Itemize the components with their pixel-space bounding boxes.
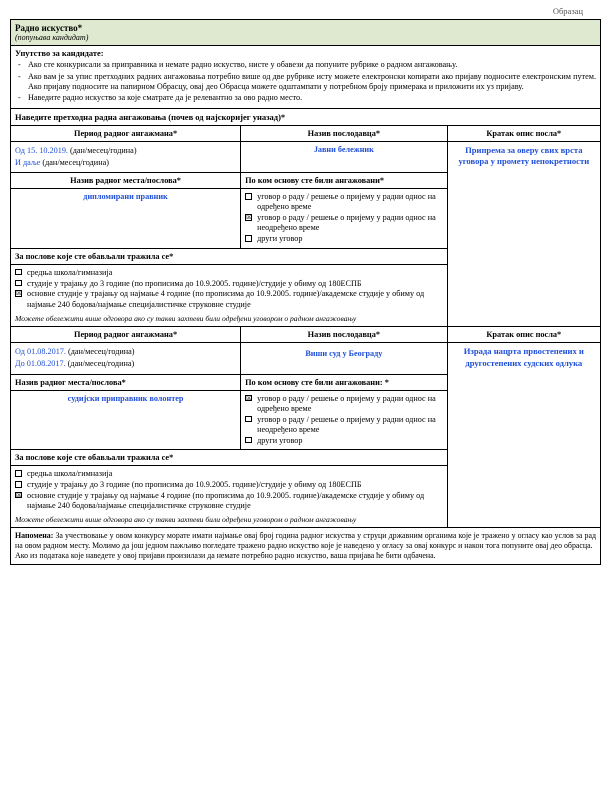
entry1-basis-cell (241, 189, 448, 249)
instruction-item: - Наведите радно искуство за које сматрате да је релевантно за ово радно место. (15, 93, 596, 103)
col-head-short-desc: Кратак опис посла* (447, 125, 600, 141)
checkbox-unchecked-icon[interactable] (245, 235, 252, 242)
entry1-short-desc-cell (447, 141, 600, 326)
col-head-required: За послове које сте обављали тражила се* (11, 450, 448, 466)
period-from-hint: (дан/месец/година) (67, 346, 135, 356)
section-heading: Наведите претходна радна ангажовања (почев од најскоријег уназад)* (11, 108, 601, 125)
form-table (10, 19, 601, 565)
period-from-label: Од (15, 346, 25, 356)
period-to-hint: (дан/месец/година) (42, 157, 109, 167)
title-row (11, 20, 601, 46)
requirement-option[interactable] (15, 469, 443, 479)
checkbox-checked-icon[interactable]: ☒ (246, 394, 252, 402)
checkbox-checked-icon[interactable]: ☒ (246, 214, 252, 222)
entry2-period-to (15, 358, 236, 370)
napomena-cell (11, 528, 601, 565)
checkbox-checked-icon[interactable]: ☒ (16, 290, 22, 298)
instruction-item: - Ако сте конкурисали за приправника и немате радно искуство, нисте у обавези да попуните рубрике о радном ангажовању. (15, 60, 596, 70)
entry1-period-cell (11, 141, 241, 173)
instructions-heading: Упутство за кандидате: (15, 49, 104, 58)
period-from-hint: (дан/месец/година) (70, 145, 137, 155)
entry2-employer-value[interactable]: Виши суд у Београду (241, 342, 448, 374)
checkbox-unchecked-icon[interactable] (15, 470, 22, 477)
basis-option-label: други уговор (257, 234, 303, 244)
basis-option[interactable] (245, 192, 443, 213)
basis-option[interactable] (245, 213, 443, 234)
basis-option[interactable] (245, 394, 443, 415)
col-head-required: За послове које сте обављали тражила се* (11, 248, 448, 264)
col-head-basis: По ком основу сте били ангажовани* (241, 173, 448, 189)
requirement-label: студије у трајању до 3 године (по прописима до 10.9.2005. године)/студије у обиму од 180ЕСПБ (27, 278, 362, 288)
col-head-basis: По ком основу сте били ангажовани: * (241, 374, 448, 390)
entry2-short-desc-value[interactable]: Израда нацрта првостепених и другостепених судских одлука (463, 345, 584, 368)
basis-option-label: други уговор (257, 435, 303, 445)
checkbox-unchecked-icon[interactable] (245, 193, 252, 200)
basis-option[interactable] (245, 436, 443, 446)
title-cell (11, 20, 601, 46)
entry1-jobtitle-cell (11, 189, 241, 249)
entry1-period-row (11, 141, 601, 173)
basis-option-label: уговор о раду / решење о пријему у радни однос на одређено време (257, 192, 436, 212)
napomena-para2: Ако из података које наведете у овој пријави произилази да немате потребно радно искуство, ваша пријава ће бити одбачена. (15, 551, 436, 561)
entry2-header-row (11, 326, 601, 342)
period-to-hint: (дан/месец/година) (67, 359, 135, 369)
requirement-option[interactable] (15, 480, 443, 490)
requirement-option[interactable] (15, 491, 443, 512)
requirement-option[interactable] (15, 289, 443, 310)
requirement-label: основне студије у трајању од најмање 4 године (по прописима до 10.9.2005. године)/академске студије у обиму од најмање 240 бодова/најмање специјалистичке струковне студије (27, 289, 425, 309)
period-to-label: И даље (15, 157, 41, 167)
entry1-short-desc-value[interactable]: Припрема за оверу свих врста уговора у промету непокретности (458, 144, 590, 167)
period-to-label: До (15, 359, 25, 369)
instructions-row (11, 46, 601, 109)
col-head-job-title: Назив радног места/послова* (11, 374, 241, 390)
requirement-option[interactable] (15, 279, 443, 289)
col-head-employer: Назив послодавца* (241, 326, 448, 342)
col-head-job-title: Назив радног места/послова* (11, 173, 241, 189)
col-head-period: Период радног ангажмана* (11, 326, 241, 342)
instruction-item: - Ако вам је за упис претходних радних ангажовања потребно више од две рубрике исту можете електронски копирати ако пријаву подносите електронским путем. Ако пријаву подносите на папирном Обрасцу, овај део Обрасца можете одштампати у потребном броју примерака и приложити их уз пријаву. (15, 72, 596, 92)
entry1-period-to (15, 157, 236, 169)
basis-option-label: уговор о раду / решење о пријему у радни однос на неодређено време (257, 414, 436, 434)
entry1-jobtitle-value[interactable]: дипломирани правник (83, 192, 168, 202)
requirement-option[interactable] (15, 268, 443, 278)
checkbox-unchecked-icon[interactable] (245, 416, 252, 423)
entry1-employer-value[interactable]: Јавни бележник (241, 141, 448, 173)
instructions-cell (11, 46, 601, 109)
entry2-period-row (11, 342, 601, 374)
checkbox-unchecked-icon[interactable] (15, 269, 22, 276)
requirement-label: средња школа/гимназија (27, 267, 113, 277)
requirement-label: студије у трајању до 3 године (по прописима до 10.9.2005. године)/студије у обиму од 180ЕСПБ (27, 480, 362, 490)
requirement-label: средња школа/гимназија (27, 469, 113, 479)
entry2-note: Можете обележити више одговора ако су такви захтеви били одређени уговором о радном ангажовању (15, 515, 357, 525)
entry1-note: Можете обележити више одговора ако су такви захтеви били одређени уговором о радном ангажовању (15, 313, 357, 323)
entry2-period-cell (11, 342, 241, 374)
period-from-label: Од (15, 145, 25, 155)
period-to-value[interactable]: 01.08.2017. (26, 359, 66, 369)
instructions-list (15, 60, 596, 103)
entry1-period-from (15, 145, 236, 157)
form-title: Радно искуство* (15, 23, 83, 33)
col-head-short-desc: Кратак опис посла* (447, 326, 600, 342)
checkbox-unchecked-icon[interactable] (15, 280, 22, 287)
requirement-label: основне студије у трајању од најмање 4 године (по прописима до 10.9.2005. године)/академске студије у обиму од најмање 240 бодова/најмање специјалистичке струковне студије (27, 490, 425, 511)
entry2-required-cell (11, 466, 448, 528)
basis-option[interactable] (245, 234, 443, 244)
basis-option[interactable] (245, 415, 443, 436)
form-subtitle: (попуњава кандидат) (15, 33, 89, 42)
checkbox-unchecked-icon[interactable] (15, 481, 22, 488)
section-heading-row (11, 108, 601, 125)
period-from-value[interactable]: 15. 10.2019. (27, 145, 68, 155)
col-head-employer: Назив послодавца* (241, 125, 448, 141)
form-label: Образац (552, 6, 583, 16)
entry2-jobtitle-value[interactable]: судијски приправник волонтер (67, 393, 184, 403)
entry1-header-row (11, 125, 601, 141)
entry2-jobtitle-cell (11, 390, 241, 450)
napomena-text: За учествовање у овом конкурсу морате имати најмање овај број година радног искуства у струци државним органима које је тражено у огласу као услов за рад на овом радном месту. Молимо да још једном пажљиво погледате тражено радно искуство које је наведено у огласу за овај конкурс и након тога попуните овај део обрасца. (15, 531, 596, 551)
period-from-value[interactable]: 01.08.2017. (27, 346, 66, 356)
checkbox-unchecked-icon[interactable] (245, 437, 252, 444)
napomena-para1 (15, 531, 596, 551)
entry1-required-cell (11, 264, 448, 326)
basis-option-label: уговор о раду / решење о пријему у радни однос на одређено време (257, 393, 436, 413)
col-head-period: Период радног ангажмана* (11, 125, 241, 141)
entry2-short-desc-cell (447, 342, 600, 527)
checkbox-checked-icon[interactable]: ☒ (16, 491, 22, 499)
napomena-label: Напомена: (15, 531, 54, 541)
entry2-period-from (15, 346, 236, 358)
basis-option-label: уговор о раду / решење о пријему у радни однос на неодређено време (257, 213, 436, 233)
napomena-row (11, 528, 601, 565)
entry2-basis-cell (241, 390, 448, 450)
